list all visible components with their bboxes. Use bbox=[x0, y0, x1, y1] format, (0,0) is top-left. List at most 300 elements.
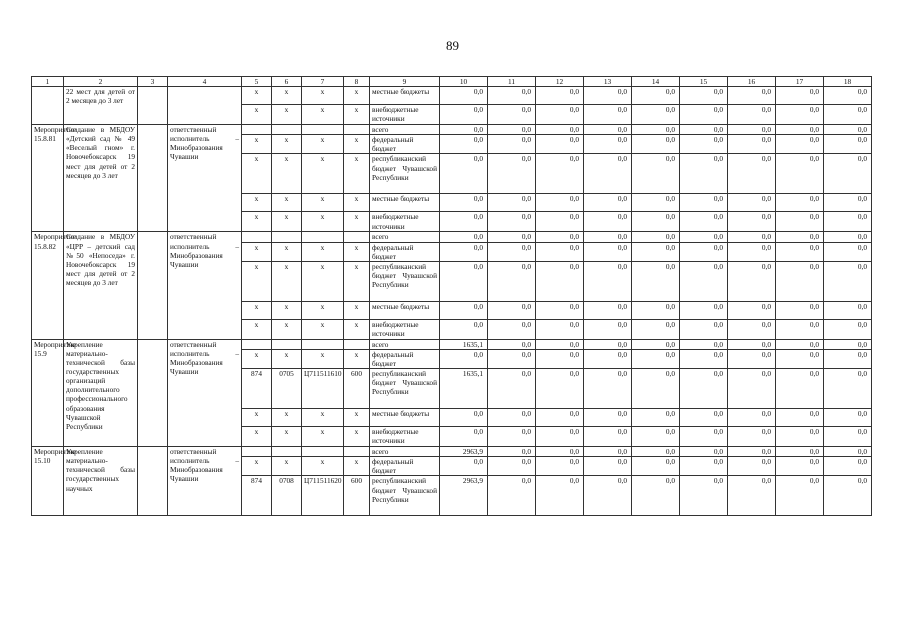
value-cell: 0,0 bbox=[440, 301, 488, 319]
value-cell: 0,0 bbox=[728, 125, 776, 135]
value-cell: 0,0 bbox=[632, 427, 680, 447]
value-cell: 0,0 bbox=[536, 457, 584, 476]
value-cell: 0,0 bbox=[584, 427, 632, 447]
measure-code: Мероприятие 15.10 bbox=[32, 447, 64, 516]
header-cell: 8 bbox=[344, 77, 370, 87]
code-cell bbox=[344, 447, 370, 457]
value-cell: 0,0 bbox=[632, 447, 680, 457]
value-cell: 0,0 bbox=[440, 154, 488, 194]
value-cell: 0,0 bbox=[680, 457, 728, 476]
value-cell: 0,0 bbox=[584, 261, 632, 301]
code-cell: x bbox=[344, 212, 370, 232]
empty-cell bbox=[138, 447, 168, 516]
value-cell: 0,0 bbox=[584, 457, 632, 476]
responsible-executor: ответственный исполнитель – Минобразования Чувашии bbox=[168, 125, 242, 232]
value-cell: 0,0 bbox=[680, 194, 728, 212]
value-cell: 0,0 bbox=[728, 339, 776, 349]
funding-source: всего bbox=[370, 125, 440, 135]
code-cell bbox=[302, 232, 344, 242]
value-cell: 0,0 bbox=[584, 154, 632, 194]
value-cell: 0,0 bbox=[488, 154, 536, 194]
code-cell: x bbox=[344, 301, 370, 319]
value-cell: 0,0 bbox=[680, 339, 728, 349]
header-cell: 5 bbox=[242, 77, 272, 87]
funding-source: республиканский бюджет Чувашской Республики bbox=[370, 476, 440, 516]
table-row bbox=[32, 339, 872, 349]
code-cell: x bbox=[242, 87, 272, 105]
value-cell: 0,0 bbox=[824, 105, 872, 125]
value-cell: 0,0 bbox=[728, 319, 776, 339]
code-cell: x bbox=[302, 301, 344, 319]
value-cell: 0,0 bbox=[632, 125, 680, 135]
value-cell: 0,0 bbox=[680, 447, 728, 457]
value-cell: 0,0 bbox=[824, 135, 872, 154]
value-cell: 0,0 bbox=[824, 194, 872, 212]
value-cell: 0,0 bbox=[632, 457, 680, 476]
value-cell: 0,0 bbox=[824, 427, 872, 447]
value-cell: 0,0 bbox=[680, 135, 728, 154]
funding-source: местные бюджеты bbox=[370, 194, 440, 212]
funding-source: всего bbox=[370, 447, 440, 457]
funding-source: местные бюджеты bbox=[370, 301, 440, 319]
value-cell: 0,0 bbox=[488, 339, 536, 349]
funding-source: всего bbox=[370, 232, 440, 242]
header-cell: 14 bbox=[632, 77, 680, 87]
value-cell: 0,0 bbox=[680, 125, 728, 135]
page-number: 89 bbox=[446, 38, 459, 53]
value-cell: 0,0 bbox=[824, 369, 872, 409]
code-cell: x bbox=[272, 242, 302, 261]
header-cell: 18 bbox=[824, 77, 872, 87]
code-cell: x bbox=[272, 212, 302, 232]
header-cell: 1 bbox=[32, 77, 64, 87]
value-cell: 0,0 bbox=[776, 125, 824, 135]
code-cell: Ц711511610 bbox=[302, 369, 344, 409]
code-cell: x bbox=[272, 261, 302, 301]
value-cell: 0,0 bbox=[536, 447, 584, 457]
value-cell: 0,0 bbox=[488, 319, 536, 339]
value-cell: 0,0 bbox=[488, 447, 536, 457]
code-cell bbox=[272, 125, 302, 135]
measure-name: Создание в МБДОУ «Детский сад № 49 «Веселый гном» г. Новочебоксарск 19 мест для детей от 2 месяцев до 3 лет bbox=[64, 125, 138, 232]
code-cell bbox=[242, 447, 272, 457]
value-cell: 0,0 bbox=[584, 349, 632, 368]
value-cell: 0,0 bbox=[728, 242, 776, 261]
value-cell: 0,0 bbox=[632, 242, 680, 261]
header-cell: 6 bbox=[272, 77, 302, 87]
value-cell: 0,0 bbox=[680, 232, 728, 242]
header-cell: 4 bbox=[168, 77, 242, 87]
value-cell: 0,0 bbox=[488, 457, 536, 476]
funding-source: республиканский бюджет Чувашской Республики bbox=[370, 154, 440, 194]
value-cell: 0,0 bbox=[824, 261, 872, 301]
code-cell bbox=[272, 447, 302, 457]
funding-source: федеральный бюджет bbox=[370, 242, 440, 261]
value-cell: 0,0 bbox=[584, 105, 632, 125]
value-cell: 0,0 bbox=[536, 349, 584, 368]
value-cell: 0,0 bbox=[488, 349, 536, 368]
table-row bbox=[32, 87, 872, 105]
value-cell: 0,0 bbox=[776, 339, 824, 349]
value-cell: 0,0 bbox=[632, 105, 680, 125]
code-cell: x bbox=[242, 194, 272, 212]
value-cell: 0,0 bbox=[536, 319, 584, 339]
value-cell: 0,0 bbox=[824, 339, 872, 349]
value-cell: 0,0 bbox=[776, 87, 824, 105]
code-cell: x bbox=[302, 409, 344, 427]
value-cell: 0,0 bbox=[680, 476, 728, 516]
value-cell: 0,0 bbox=[680, 427, 728, 447]
code-cell: x bbox=[242, 212, 272, 232]
value-cell: 0,0 bbox=[440, 261, 488, 301]
code-cell: x bbox=[344, 349, 370, 368]
value-cell: 0,0 bbox=[632, 339, 680, 349]
code-cell: x bbox=[242, 154, 272, 194]
value-cell: 0,0 bbox=[728, 427, 776, 447]
value-cell: 0,0 bbox=[536, 194, 584, 212]
value-cell: 0,0 bbox=[488, 125, 536, 135]
value-cell: 0,0 bbox=[680, 349, 728, 368]
value-cell: 0,0 bbox=[488, 194, 536, 212]
value-cell: 0,0 bbox=[824, 87, 872, 105]
value-cell: 0,0 bbox=[584, 369, 632, 409]
value-cell: 0,0 bbox=[536, 476, 584, 516]
code-cell: x bbox=[272, 427, 302, 447]
value-cell: 0,0 bbox=[728, 154, 776, 194]
code-cell: x bbox=[302, 194, 344, 212]
value-cell: 0,0 bbox=[728, 476, 776, 516]
value-cell: 0,0 bbox=[680, 154, 728, 194]
code-cell: 0708 bbox=[272, 476, 302, 516]
code-cell: x bbox=[242, 135, 272, 154]
value-cell: 0,0 bbox=[536, 369, 584, 409]
code-cell bbox=[344, 232, 370, 242]
value-cell: 0,0 bbox=[776, 427, 824, 447]
value-cell: 0,0 bbox=[632, 232, 680, 242]
value-cell: 0,0 bbox=[488, 301, 536, 319]
responsible-executor bbox=[168, 87, 242, 125]
measure-name: Создание в МБДОУ «ЦРР – детский сад №50 «Непоседа» г. Новочебоксарск 19 мест для детей от 2 месяцев до 3 лет bbox=[64, 232, 138, 339]
code-cell: x bbox=[302, 87, 344, 105]
value-cell: 0,0 bbox=[680, 301, 728, 319]
funding-source: внебюджетные источники bbox=[370, 319, 440, 339]
code-cell: 0705 bbox=[272, 369, 302, 409]
funding-source: федеральный бюджет bbox=[370, 457, 440, 476]
empty-cell bbox=[138, 339, 168, 446]
value-cell: 0,0 bbox=[776, 457, 824, 476]
code-cell: x bbox=[344, 242, 370, 261]
value-cell: 0,0 bbox=[536, 154, 584, 194]
header-cell: 16 bbox=[728, 77, 776, 87]
value-cell: 0,0 bbox=[440, 105, 488, 125]
code-cell: x bbox=[272, 349, 302, 368]
value-cell: 0,0 bbox=[776, 242, 824, 261]
value-cell: 0,0 bbox=[536, 87, 584, 105]
value-cell: 0,0 bbox=[584, 301, 632, 319]
funding-source: всего bbox=[370, 339, 440, 349]
value-cell: 0,0 bbox=[584, 87, 632, 105]
value-cell: 0,0 bbox=[728, 261, 776, 301]
code-cell bbox=[242, 125, 272, 135]
value-cell: 0,0 bbox=[776, 232, 824, 242]
code-cell: x bbox=[242, 349, 272, 368]
value-cell: 0,0 bbox=[488, 261, 536, 301]
value-cell: 0,0 bbox=[536, 135, 584, 154]
code-cell bbox=[242, 232, 272, 242]
value-cell: 2963,9 bbox=[440, 476, 488, 516]
value-cell: 0,0 bbox=[536, 301, 584, 319]
header-cell: 15 bbox=[680, 77, 728, 87]
value-cell: 0,0 bbox=[680, 409, 728, 427]
value-cell: 0,0 bbox=[632, 261, 680, 301]
value-cell: 0,0 bbox=[824, 447, 872, 457]
code-cell: x bbox=[302, 319, 344, 339]
funding-source: республиканский бюджет Чувашской Республики bbox=[370, 369, 440, 409]
value-cell: 0,0 bbox=[824, 242, 872, 261]
value-cell: 0,0 bbox=[584, 319, 632, 339]
value-cell: 0,0 bbox=[488, 427, 536, 447]
code-cell: x bbox=[302, 105, 344, 125]
value-cell: 0,0 bbox=[824, 319, 872, 339]
value-cell: 0,0 bbox=[632, 319, 680, 339]
value-cell: 0,0 bbox=[728, 369, 776, 409]
value-cell: 0,0 bbox=[584, 194, 632, 212]
header-cell: 11 bbox=[488, 77, 536, 87]
value-cell: 0,0 bbox=[584, 242, 632, 261]
value-cell: 0,0 bbox=[440, 242, 488, 261]
code-cell: Ц711511620 bbox=[302, 476, 344, 516]
code-cell: x bbox=[272, 457, 302, 476]
code-cell: x bbox=[344, 409, 370, 427]
value-cell: 2963,9 bbox=[440, 447, 488, 457]
value-cell: 0,0 bbox=[632, 135, 680, 154]
value-cell: 0,0 bbox=[680, 261, 728, 301]
value-cell: 0,0 bbox=[536, 339, 584, 349]
code-cell: x bbox=[344, 319, 370, 339]
value-cell: 0,0 bbox=[632, 194, 680, 212]
measure-code: Мероприятие 15.8.81 bbox=[32, 125, 64, 232]
value-cell: 0,0 bbox=[440, 457, 488, 476]
value-cell: 0,0 bbox=[536, 212, 584, 232]
value-cell: 0,0 bbox=[488, 212, 536, 232]
value-cell: 0,0 bbox=[824, 125, 872, 135]
measure-code: Мероприятие 15.9 bbox=[32, 339, 64, 446]
empty-cell bbox=[138, 87, 168, 125]
header-cell: 9 bbox=[370, 77, 440, 87]
value-cell: 0,0 bbox=[632, 212, 680, 232]
funding-source: местные бюджеты bbox=[370, 409, 440, 427]
code-cell: x bbox=[242, 242, 272, 261]
value-cell: 0,0 bbox=[584, 125, 632, 135]
value-cell: 1635,1 bbox=[440, 339, 488, 349]
value-cell: 0,0 bbox=[632, 349, 680, 368]
code-cell: 600 bbox=[344, 476, 370, 516]
value-cell: 0,0 bbox=[680, 242, 728, 261]
code-cell: x bbox=[272, 194, 302, 212]
value-cell: 0,0 bbox=[488, 369, 536, 409]
value-cell: 0,0 bbox=[680, 105, 728, 125]
value-cell: 0,0 bbox=[488, 409, 536, 427]
value-cell: 0,0 bbox=[488, 476, 536, 516]
measure-code: Мероприятие 15.8.82 bbox=[32, 232, 64, 339]
value-cell: 0,0 bbox=[680, 319, 728, 339]
value-cell: 0,0 bbox=[536, 125, 584, 135]
measure-name: Укрепление материально-технической базы государственных организаций дополнительного профессионального образования Чувашской Республики bbox=[64, 339, 138, 446]
funding-source: республиканский бюджет Чувашской Республики bbox=[370, 261, 440, 301]
value-cell: 0,0 bbox=[584, 476, 632, 516]
value-cell: 0,0 bbox=[728, 349, 776, 368]
code-cell: x bbox=[344, 87, 370, 105]
value-cell: 0,0 bbox=[776, 154, 824, 194]
funding-source: федеральный бюджет bbox=[370, 349, 440, 368]
value-cell: 0,0 bbox=[680, 87, 728, 105]
value-cell: 0,0 bbox=[680, 212, 728, 232]
measure-code bbox=[32, 87, 64, 125]
code-cell: x bbox=[272, 301, 302, 319]
value-cell: 0,0 bbox=[728, 447, 776, 457]
funding-source: местные бюджеты bbox=[370, 87, 440, 105]
measure-name: Укрепление материально-технической базы государственных научных bbox=[64, 447, 138, 516]
value-cell: 0,0 bbox=[776, 301, 824, 319]
value-cell: 0,0 bbox=[488, 105, 536, 125]
empty-cell bbox=[138, 125, 168, 232]
code-cell: x bbox=[344, 194, 370, 212]
header-row bbox=[32, 77, 872, 87]
value-cell: 0,0 bbox=[440, 212, 488, 232]
value-cell: 0,0 bbox=[824, 409, 872, 427]
code-cell bbox=[272, 339, 302, 349]
value-cell: 0,0 bbox=[824, 349, 872, 368]
header-cell: 3 bbox=[138, 77, 168, 87]
value-cell: 0,0 bbox=[584, 447, 632, 457]
responsible-executor: ответственный исполнитель – Минобразования Чувашии bbox=[168, 339, 242, 446]
funding-source: федеральный бюджет bbox=[370, 135, 440, 154]
header-cell: 10 bbox=[440, 77, 488, 87]
value-cell: 0,0 bbox=[728, 212, 776, 232]
value-cell: 0,0 bbox=[440, 135, 488, 154]
code-cell: x bbox=[302, 261, 344, 301]
value-cell: 0,0 bbox=[824, 212, 872, 232]
budget-table bbox=[31, 76, 872, 516]
value-cell: 0,0 bbox=[776, 349, 824, 368]
value-cell: 0,0 bbox=[440, 319, 488, 339]
code-cell bbox=[302, 125, 344, 135]
value-cell: 0,0 bbox=[776, 135, 824, 154]
value-cell: 0,0 bbox=[488, 242, 536, 261]
empty-cell bbox=[138, 232, 168, 339]
value-cell: 0,0 bbox=[536, 242, 584, 261]
value-cell: 0,0 bbox=[488, 135, 536, 154]
value-cell: 0,0 bbox=[776, 212, 824, 232]
code-cell: x bbox=[344, 105, 370, 125]
code-cell: x bbox=[344, 427, 370, 447]
code-cell bbox=[272, 232, 302, 242]
code-cell: x bbox=[242, 427, 272, 447]
code-cell: x bbox=[242, 319, 272, 339]
value-cell: 0,0 bbox=[632, 154, 680, 194]
value-cell: 0,0 bbox=[536, 409, 584, 427]
value-cell: 0,0 bbox=[824, 457, 872, 476]
code-cell: x bbox=[242, 261, 272, 301]
value-cell: 1635,1 bbox=[440, 369, 488, 409]
code-cell: x bbox=[302, 154, 344, 194]
value-cell: 0,0 bbox=[776, 261, 824, 301]
value-cell: 0,0 bbox=[824, 476, 872, 516]
code-cell: x bbox=[302, 242, 344, 261]
value-cell: 0,0 bbox=[440, 427, 488, 447]
code-cell: x bbox=[302, 457, 344, 476]
header-cell: 12 bbox=[536, 77, 584, 87]
value-cell: 0,0 bbox=[776, 447, 824, 457]
code-cell: x bbox=[272, 319, 302, 339]
value-cell: 0,0 bbox=[584, 409, 632, 427]
code-cell: 874 bbox=[242, 476, 272, 516]
value-cell: 0,0 bbox=[728, 135, 776, 154]
responsible-executor: ответственный исполнитель – Минобразования Чувашии bbox=[168, 447, 242, 516]
code-cell: x bbox=[272, 135, 302, 154]
table-row bbox=[32, 232, 872, 242]
code-cell: x bbox=[272, 87, 302, 105]
code-cell bbox=[344, 125, 370, 135]
code-cell: x bbox=[344, 154, 370, 194]
value-cell: 0,0 bbox=[776, 105, 824, 125]
funding-source: внебюджетные источники bbox=[370, 212, 440, 232]
value-cell: 0,0 bbox=[824, 232, 872, 242]
code-cell bbox=[302, 447, 344, 457]
value-cell: 0,0 bbox=[584, 135, 632, 154]
responsible-executor: ответственный исполнитель – Минобразования Чувашии bbox=[168, 232, 242, 339]
value-cell: 0,0 bbox=[728, 232, 776, 242]
value-cell: 0,0 bbox=[536, 427, 584, 447]
code-cell: x bbox=[242, 301, 272, 319]
code-cell bbox=[242, 339, 272, 349]
value-cell: 0,0 bbox=[440, 87, 488, 105]
value-cell: 0,0 bbox=[584, 232, 632, 242]
table-row bbox=[32, 447, 872, 457]
code-cell: x bbox=[272, 409, 302, 427]
code-cell bbox=[344, 339, 370, 349]
value-cell: 0,0 bbox=[488, 232, 536, 242]
value-cell: 0,0 bbox=[440, 125, 488, 135]
code-cell: x bbox=[242, 457, 272, 476]
value-cell: 0,0 bbox=[536, 261, 584, 301]
code-cell: x bbox=[302, 212, 344, 232]
value-cell: 0,0 bbox=[632, 409, 680, 427]
value-cell: 0,0 bbox=[536, 232, 584, 242]
header-cell: 7 bbox=[302, 77, 344, 87]
value-cell: 0,0 bbox=[632, 301, 680, 319]
header-cell: 13 bbox=[584, 77, 632, 87]
value-cell: 0,0 bbox=[440, 349, 488, 368]
code-cell: 874 bbox=[242, 369, 272, 409]
value-cell: 0,0 bbox=[632, 369, 680, 409]
header-cell: 17 bbox=[776, 77, 824, 87]
value-cell: 0,0 bbox=[440, 232, 488, 242]
code-cell: x bbox=[272, 154, 302, 194]
header-cell: 2 bbox=[64, 77, 138, 87]
code-cell: x bbox=[242, 409, 272, 427]
value-cell: 0,0 bbox=[584, 212, 632, 232]
value-cell: 0,0 bbox=[776, 409, 824, 427]
funding-source: внебюджетные источники bbox=[370, 105, 440, 125]
value-cell: 0,0 bbox=[776, 369, 824, 409]
code-cell: x bbox=[242, 105, 272, 125]
value-cell: 0,0 bbox=[728, 194, 776, 212]
code-cell bbox=[302, 339, 344, 349]
value-cell: 0,0 bbox=[584, 339, 632, 349]
value-cell: 0,0 bbox=[680, 369, 728, 409]
value-cell: 0,0 bbox=[728, 301, 776, 319]
